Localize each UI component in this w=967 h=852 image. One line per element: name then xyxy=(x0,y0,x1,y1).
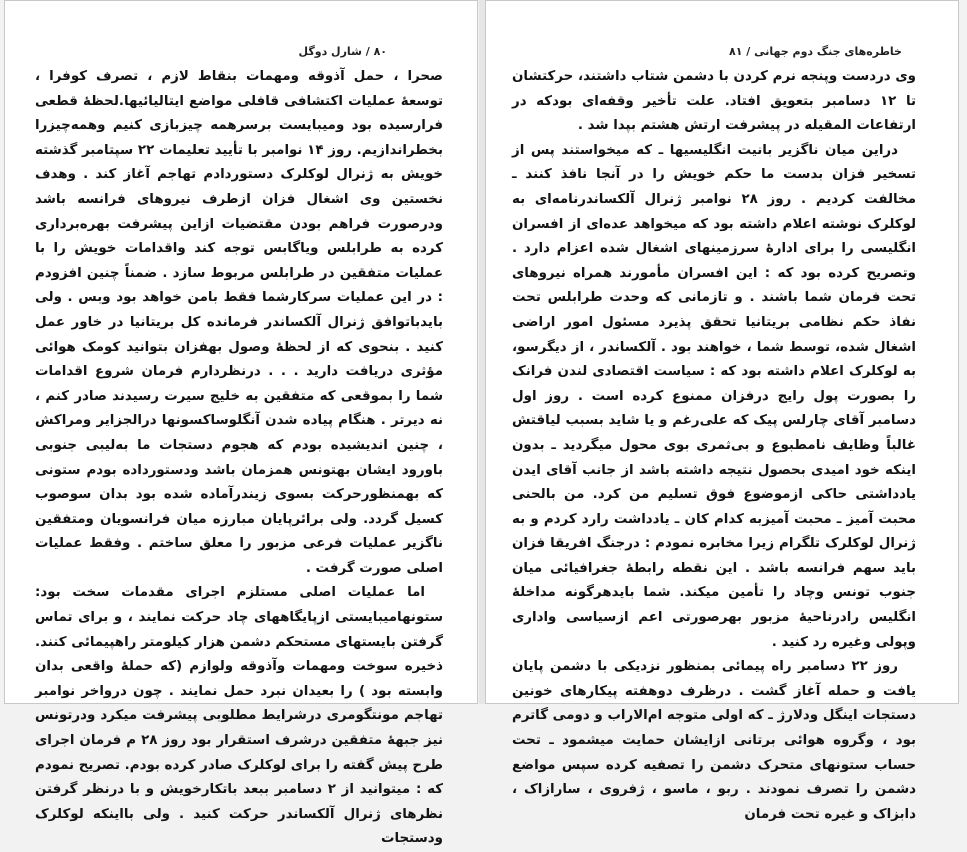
right-body-text xyxy=(512,65,916,827)
left-running-head: ٨٠ / شارل دوگل xyxy=(298,45,387,58)
left-page xyxy=(4,0,478,847)
right-paragraph-2: دراین میان ناگزیر بانیت انگلیسیها ـ که میخواستند پس از تسخیر فزان بدست ما حکم خویش را در آنجا نافذ کنند ـ مخالفت کردیم . روز ۲۸ نوامبر ژنرال آلکساندرنامه‌ای به لوکلرک نوشته اعلام داشته بود که میخواهد عده‌ای از افسران انگلیسی را برای ادارهٔ سرزمینهای اشغال شده اعزام دارد . وتصریح کرده بود که : این افسران مأمورند همراه نیروهای تحت فرمان شما باشند . و تازمانی که وحدت طرابلس تحت نفاذ حکم نظامی بریتانیا تحقق پذیرد مسئول امور اراضی اشغال شده، توسط شما ، خواهند بود . آلکساندر ، از دیگرسو، به لوکلرک اعلام داشته بود که : سیاست اقتصادی لندن فرانک را بصورت پول رایج درفزان ممنوع کرده است . روز اول دسامبر آقای چارلس پیک که علی‌رغم و یا شاید بسبب لیاقتش غالباً وظایف نامطبوع و بی‌ثمری بوی محول میگردید ـ بدون اینکه خود امیدی بحصول نتیجه داشته باشد از جانب آقای ایدن یادداشتی حاکی ازموضوع فوق تسلیم من کرد. من بالحنی محبت آمیز ـ محبت آمیزبه کدام کان ـ یادداشت رارد کردم و به ژنرال لوکلرک تلگرام زیرا مخابره نمودم : درجنگ افریقا فزان باید سهم فرانسه باشد . این نقطه رابطهٔ جغرافیائی میان جنوب تونس وچاد را تأمین میکند. شما بایدهرگونه مداخلهٔ انگلیس رادرناحیهٔ مزبور بهرصورتی اعم ازسیاسی واداری وپولی وغیره رد کنید . xyxy=(512,142,916,650)
right-paragraph-1: وی دردست وپنجه نرم کردن با دشمن شتاب داشتند، حرکتشان تا ۱۲ دسامبر بتعویق افتاد. علت تأخیر وقفه‌ای بودکه در ارتفاعات المقیله در پیشرفت ارتش هشتم بپدا شد . xyxy=(512,69,917,134)
right-running-head: خاطره‌های جنگ دوم جهانی / ۸۱ xyxy=(728,45,902,58)
left-body-text xyxy=(35,65,443,852)
right-paragraph-3: روز ۲۲ دسامبر راه پیمائی بمنظور نزدیکی با دشمن پایان یافت و حمله آغاز گشت . درظرف دوهفته پیکارهای خونین دستجات اینگل ودلارژ ـ که اولی متوجه ام‌الاراب و دومی گاترم بود ، وگروه هوائی برتانی ازایشان حمایت میشمود ـ تحت حساب ستونهای متحرک دشمن را تصفیه کرده سپس مواضع دشمن را تصرف نمودند . ربو ، ماسو ، ژفروی ، سارازاک ، دابزاک و غیره تحت فرمان xyxy=(512,659,916,822)
right-page xyxy=(485,0,959,822)
left-paragraph-2: اما عملیات اصلی مستلزم اجرای مقدمات سخت بود: ستونهامیبایستی ازپایگاههای چاد حرکت نمایند ، و برای تماس گرفتن بایستهای مستحکم دشمن هزار کیلومتر راهپیمائی کنند. ذخیره سوخت ومهمات وآذوقه ولوازم (که حملهٔ واقعی بدان وابسته بود ) را بعیدان نبرد حمل نمایند . چون درواخر نوامبر تهاجم مونتگومری درشرایط مطلوبی پیشرفت میکرد ودرتونس نیز جبههٔ متفقین درشرف استقرار بود روز ۲۸ م فرمان اجرای طرح پیش گفته را برای لوکلرک صادر کرده بودم. تصریح نمودم که : میتوانید از ۲ دسامبر ببعد باتکارخویش و با درنظر گرفتن نظرهای ژنرال آلکساندر حرکت کنید . ولی بااینکه لوکلرک ودستجات xyxy=(35,585,443,847)
left-paragraph-1: صحرا ، حمل آذوقه ومهمات بنقاط لازم ، تصرف کوفرا ، توسعهٔ عملیات اکتشافی قافلی مواضع ایتالیائیها.لحظهٔ قطعی فرارسیده بود ومیبایست برسرهمه چیزبازی کنیم وهمه‌چیزرا بخطراندازیم. روز ۱۴ نوامبر با تأیید تعلیمات ۲۲ سپتامبر گذشته خویش به ژنرال لوکلرک دستوردادم تهاجم آغاز کند . وهدف نخستین وی اشغال فزان ازطرف نیروهای فرانسه باشد ودرصورت فراهم بودن مقتضیات ازاین پیشرفت بهره‌برداری کرده به طرابلس ویاگابس توجه کند واقدامات خویش را با عملیات متفقین در طرابلس مربوط سازد . ضمناً چنین افزودم : در این عملیات سرکارشما فقط بامن خواهد بود وبس . ولی بایدباتوافق ژنرال آلکساندر فرمانده کل بریتانیا در خاور عمل کنید . بنحوی که از لحظهٔ وصول بهفزان بتوانید کومک هوائی مؤثری دریافت دارید . . . درنظردارم فرمان شروع اقدامات شما را بموقعی که متفقین به خلیج سیرت رسیدند صادر کنم ، نه دیرتر . هنگام پیاده شدن آنگلوساکسونها درالجزایر ومراکش ، چنین اندیشیده بودم که هجوم دستجات ما بەلیبی جنوبی باورود ایشان بهتونس همزمان باشد ودستورداده بودم ستونی که بهمنظورحرکت بسوی زیندرآماده شده بود بدان سوصوب کسیل گردد. ولی برائرپایان مبارزه میان فرانسویان ومتفقین ناگزیر عملیات فرعی مزبور را معلق ساختم . وفقط عملیات اصلی صورت گرفت . xyxy=(35,69,443,576)
